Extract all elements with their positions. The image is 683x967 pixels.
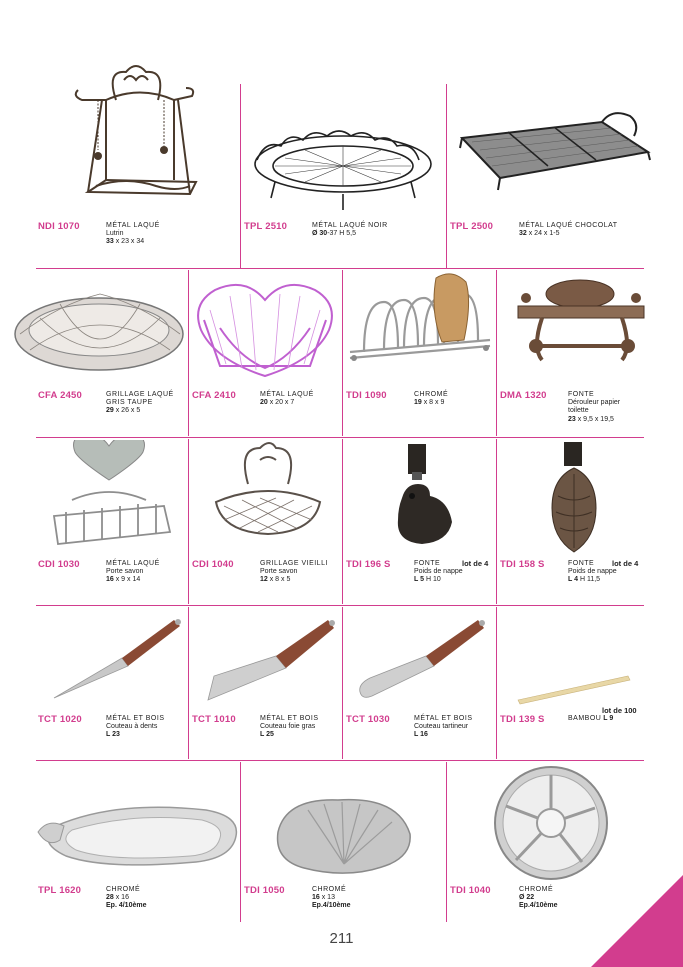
product-code: CFA 2410 — [192, 390, 237, 401]
product-dims-main: 19 — [414, 399, 422, 407]
product-description — [414, 560, 463, 585]
product-dims-main: 28 — [106, 894, 114, 902]
product-code: TDI 1090 — [346, 390, 387, 401]
product-thickness: Ep. 4/10ème — [106, 902, 147, 910]
product-lot: lot de 4 — [462, 559, 489, 568]
compartment-plate-image — [490, 764, 612, 882]
product-dims: H 10 — [424, 576, 441, 584]
product-material: MÉTAL LAQUÉ — [106, 560, 160, 567]
product-dims: x 13 — [319, 894, 335, 902]
product-description — [519, 886, 558, 911]
product-name-2: toilette — [568, 407, 589, 415]
product-dims: x 20 x 7 — [267, 399, 295, 407]
column-divider — [240, 84, 241, 268]
product-dims: H 11,5 — [578, 576, 601, 584]
product-material: CHROMÉ — [519, 886, 554, 893]
product-material: MÉTAL LAQUÉ CHOCOLAT — [519, 222, 618, 229]
soap-holder-heart-image — [44, 440, 174, 556]
product-dims-main: L 9 — [603, 715, 614, 722]
product-dims: -37 H 5,5 — [327, 230, 356, 238]
product-dims-main: L 4 — [568, 576, 578, 584]
paper-holder-image — [506, 272, 656, 378]
product-description — [312, 222, 388, 238]
corner-accent — [591, 875, 683, 967]
shell-dish-image — [268, 792, 420, 876]
product-material: FONTE — [414, 560, 441, 567]
product-code: CDI 1040 — [192, 559, 234, 570]
product-code: TDI 1050 — [244, 885, 285, 896]
column-divider — [188, 270, 189, 436]
round-tray-image — [245, 122, 441, 214]
column-divider — [446, 84, 447, 268]
product-description — [106, 886, 146, 911]
product-description — [312, 886, 351, 911]
product-code: CFA 2450 — [38, 390, 83, 401]
product-material: MÉTAL ET BOIS — [106, 715, 165, 722]
spreader-knife-image — [356, 614, 488, 700]
row-divider — [36, 760, 644, 761]
product-material: MÉTAL LAQUÉ NOIR — [312, 222, 388, 229]
product-dims: x 8 x 9 — [421, 399, 445, 407]
product-dims: x 16 — [113, 894, 129, 902]
product-description — [106, 391, 174, 416]
column-divider — [342, 439, 343, 604]
wire-soap-holder-image — [208, 440, 328, 544]
product-material: MÉTAL ET BOIS — [414, 715, 473, 722]
product-description — [568, 560, 617, 585]
product-material: CHROMÉ — [106, 886, 141, 893]
product-description — [414, 391, 448, 407]
product-description — [519, 222, 618, 238]
product-name: Poids de nappe — [568, 568, 617, 576]
wire-basket-image — [10, 278, 188, 384]
product-dims-main: 16 — [312, 894, 320, 902]
product-material-2: GRIS TAUPE — [106, 399, 153, 407]
product-material: MÉTAL LAQUÉ — [260, 391, 314, 398]
product-material: MÉTAL LAQUÉ — [106, 222, 160, 229]
product-code: TCT 1020 — [38, 714, 82, 725]
heart-basket-image — [190, 272, 340, 382]
product-dims-main: 29 — [106, 407, 114, 415]
mesh-tray-image — [452, 108, 658, 198]
product-dims: x 24 x 1-5 — [526, 230, 560, 238]
product-material: FONTE — [568, 560, 595, 567]
product-name: Couteau foie gras — [260, 723, 316, 731]
product-code: TDI 196 S — [346, 559, 391, 570]
row-divider — [36, 437, 644, 438]
column-divider — [496, 439, 497, 604]
column-divider — [446, 762, 447, 922]
row-divider — [36, 268, 644, 269]
product-name: Lutrin — [106, 230, 124, 238]
product-description — [106, 222, 160, 247]
product-dims: x 9 x 14 — [113, 576, 141, 584]
product-material: BAMBOU — [568, 715, 602, 722]
product-dims-main: 12 — [260, 576, 268, 584]
column-divider — [342, 270, 343, 436]
product-dims-main: Ø 22 — [519, 894, 535, 902]
product-code: TCT 1030 — [346, 714, 390, 725]
product-code: TDI 139 S — [500, 714, 545, 725]
product-description — [106, 715, 165, 740]
product-dims: x 26 x 5 — [113, 407, 141, 415]
column-divider — [188, 607, 189, 759]
column-divider — [496, 607, 497, 759]
product-lot: lot de 4 — [612, 559, 639, 568]
page-number: 211 — [329, 930, 354, 947]
product-name: Poids de nappe — [414, 568, 463, 576]
product-dims-main: 20 — [260, 399, 268, 407]
product-dims-main: L 25 — [260, 731, 274, 739]
product-description — [260, 560, 328, 585]
product-description — [106, 560, 160, 585]
product-code: CDI 1030 — [38, 559, 80, 570]
product-name: Couteau tartineur — [414, 723, 469, 731]
product-description — [260, 715, 319, 740]
product-material: FONTE — [568, 391, 595, 398]
product-description — [260, 391, 314, 407]
cicada-weight-image — [538, 440, 610, 556]
product-description — [568, 715, 613, 723]
product-material: CHROMÉ — [312, 886, 347, 893]
product-dims-main: 33 — [106, 238, 114, 246]
row-divider — [36, 605, 644, 606]
product-code: TDI 1040 — [450, 885, 491, 896]
product-dims: x 23 x 34 — [113, 238, 145, 246]
product-thickness: Ep.4/10ème — [519, 902, 558, 910]
product-code: TPL 1620 — [38, 885, 82, 896]
product-material: CHROMÉ — [414, 391, 449, 398]
product-dims: x 9,5 x 19,5 — [575, 415, 614, 423]
product-dims-main: 16 — [106, 576, 114, 584]
product-code: TCT 1010 — [192, 714, 236, 725]
product-name: Porte savon — [106, 568, 144, 576]
product-dims-main: L 5 — [414, 576, 424, 584]
product-code: TPL 2500 — [450, 221, 494, 232]
product-lot: lot de 100 — [602, 706, 637, 715]
product-dims-main: 23 — [568, 415, 576, 423]
product-code: DMA 1320 — [500, 390, 547, 401]
toast-rack-image — [344, 272, 496, 372]
foie-gras-knife-image — [206, 614, 336, 704]
column-divider — [496, 270, 497, 436]
product-dims-main: Ø 30 — [312, 230, 328, 238]
bamboo-pick-image — [514, 670, 634, 706]
column-divider — [188, 439, 189, 604]
product-description — [568, 391, 620, 424]
product-dims-main: 32 — [519, 230, 527, 238]
product-name: Couteau à dents — [106, 723, 158, 731]
serrated-knife-image — [52, 614, 182, 700]
product-name: Dérouleur papier — [568, 399, 621, 407]
lectern-image — [66, 60, 214, 208]
column-divider — [342, 607, 343, 759]
product-description — [414, 715, 473, 740]
oval-tray-image — [32, 800, 242, 872]
product-thickness: Ep.4/10ème — [312, 902, 351, 910]
product-code: TPL 2510 — [244, 221, 288, 232]
product-dims-main: L 16 — [414, 731, 428, 739]
product-material: MÉTAL ET BOIS — [260, 715, 319, 722]
product-material: GRILLAGE VIEILLI — [260, 560, 328, 567]
product-dims: x 8 x 5 — [267, 576, 291, 584]
product-name: Porte savon — [260, 568, 298, 576]
bird-weight-image — [384, 442, 456, 554]
product-code: TDI 158 S — [500, 559, 545, 570]
product-material: GRILLAGE LAQUÉ — [106, 391, 174, 398]
product-code: NDI 1070 — [38, 221, 80, 232]
product-dims-main: L 23 — [106, 731, 120, 739]
